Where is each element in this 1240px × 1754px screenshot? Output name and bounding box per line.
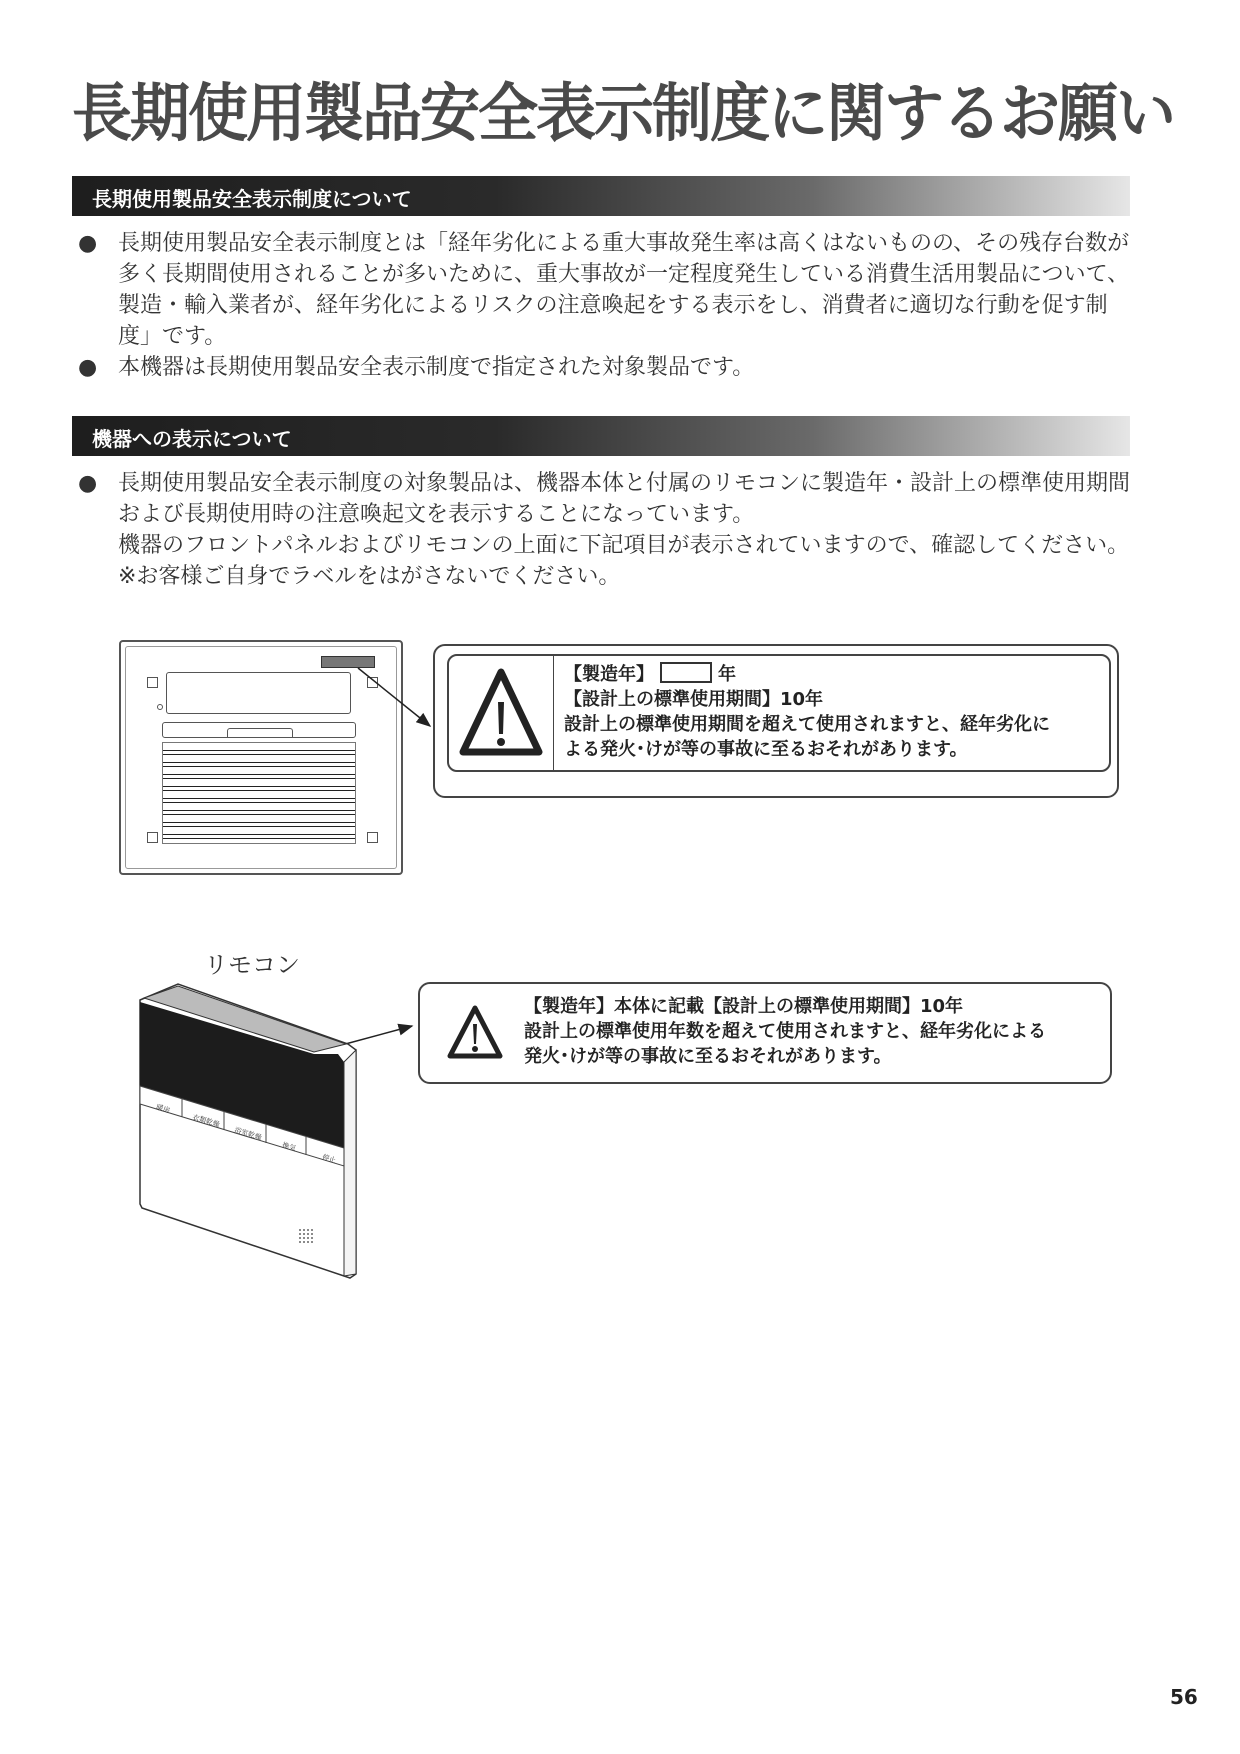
unit-warning-label: [433, 644, 1119, 798]
warning-triangle-icon: [449, 656, 553, 770]
bullet-item: ● 本機器は長期使用製品安全表示制度で指定された対象製品です。: [98, 352, 1138, 383]
note-text: ※お客様ご自身でラベルをはがさないでください。: [118, 564, 621, 589]
confirm-text: 機器のフロントパネルおよびリモコンの上面に下記項目が表示されていますので、確認してください。: [118, 533, 1130, 558]
remote-warning-label: [418, 982, 1112, 1084]
remote-label: リモコン: [204, 951, 300, 979]
bullet-icon: ●: [78, 231, 98, 256]
remote-button-heating: 暖房: [155, 1103, 171, 1115]
manufacture-year-line: 【製造年】 年: [564, 664, 736, 685]
warning-line: 設計上の標準使用期間を超えて使用されますと、経年劣化に: [564, 714, 1050, 735]
remote-button-row: [142, 1098, 352, 1165]
bullet-item: ● 長期使用製品安全表示制度とは「経年劣化による重大事故発生率は高くはないものの、その残存台数が多く長期間使用されることが多いために、重大事故が一定程度発生している消費生活用製品について、製造・輸入業者が、経年劣化によるリスクの注意喚起をする表示をし、消費者に適切な行動を促す制度」です。: [98, 228, 1138, 352]
year-blank-box: [660, 662, 712, 683]
remote-button-ventilate: 換気: [281, 1141, 297, 1153]
warning-line: 設計上の標準使用年数を超えて使用されますと、経年劣化による: [524, 1021, 1046, 1042]
manufacture-year-line: 【製造年】本体に記載【設計上の標準使用期間】10年: [524, 996, 964, 1017]
warning-line: 発火･けが等の事故に至るおそれがあります。: [524, 1046, 892, 1067]
remote-button-stop: 停止: [321, 1153, 337, 1165]
standard-period-line: 【設計上の標準使用期間】10年: [564, 689, 824, 710]
warning-triangle-icon: [444, 1002, 506, 1064]
bullet-icon: ●: [78, 355, 98, 380]
bullet-item: ● 長期使用製品安全表示制度の対象製品は、機器本体と付属のリモコンに製造年・設計上の標準使用期間および長期使用時の注意喚起文を表示することになっています。: [98, 468, 1138, 530]
page-number: 56: [1170, 1685, 1198, 1709]
section-heading-text: 機器への表示について: [92, 427, 292, 451]
bullet-icon: ●: [78, 471, 98, 496]
remote-button-bath-dry: 浴室乾燥: [233, 1126, 263, 1142]
warning-line: よる発火･けが等の事故に至るおそれがあります。: [564, 739, 968, 760]
section-heading-text: 長期使用製品安全表示制度について: [92, 187, 412, 211]
remote-button-clothes-dry: 衣類乾燥: [191, 1113, 221, 1129]
page-title: 長期使用製品安全表示制度に関するお願い: [72, 77, 1174, 151]
